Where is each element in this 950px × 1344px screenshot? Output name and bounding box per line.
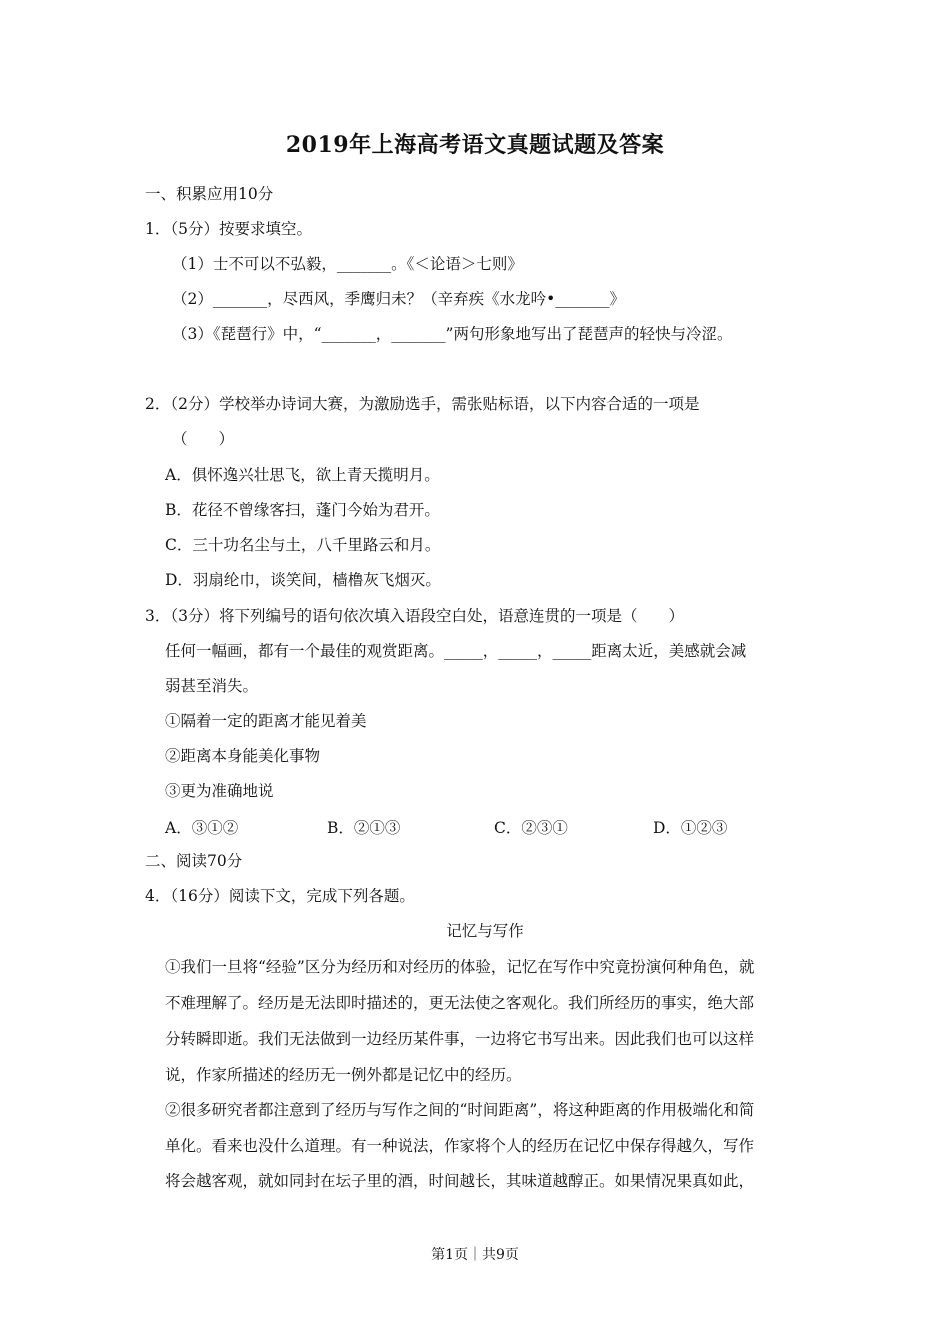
question-2-option: A．俱怀逸兴壮思飞，欲上青天揽明月。 [165,466,440,484]
question-3-option-c: C．②③① [494,819,568,837]
article-line: 单化。看来也没什么道理。有一种说法，作家将个人的经历在记忆中保存得越久，写作 [165,1137,755,1155]
article-title: 记忆与写作 [446,922,524,940]
section-heading: 二、阅读70分 [145,852,243,870]
article-line: ①我们一旦将“经验”区分为经历和对经历的体验，记忆在写作中究竟扮演何种角色，就 [165,958,755,976]
section-heading: 一、积累应用10分 [145,185,274,203]
article-line: 说，作家所描述的经历无一例外都是记忆中的经历。 [165,1066,522,1084]
question-2-stem: 2．（2分）学校举办诗词大赛，为激励选手，需张贴标语，以下内容合适的一项是 [145,395,700,413]
question-3-option-d: D．①②③ [653,819,728,837]
question-3-passage: 弱甚至消失。 [165,677,259,695]
question-3-sentence: ①隔着一定的距离才能见着美 [165,712,367,730]
question-3-stem: 3．（3分）将下列编号的语句依次填入语段空白处，语意连贯的一项是（ ） [145,607,684,625]
question-1-item: （2）_______，尽西风，季鹰归未？（辛弃疾《水龙吟•_______》 [172,290,626,308]
question-1-item: （1）士不可以不弘毅，_______。《＜论语＞七则》 [172,255,523,273]
question-3-sentence: ③更为准确地说 [165,782,274,800]
question-2-option: C．三十功名尘与土，八千里路云和月。 [165,536,441,554]
question-2-option: B．花径不曾缘客扫，蓬门今始为君开。 [165,501,440,519]
question-3-sentence: ②距离本身能美化事物 [165,747,321,765]
page-footer: 第1页｜共9页 [431,1247,519,1263]
question-3-passage: 任何一幅画，都有一个最佳的观赏距离。_____，_____，_____距离太近，美感就会减 [165,642,747,660]
question-2-paren: （ ） [172,430,235,448]
article-line: ②很多研究者都注意到了经历与写作之间的“时间距离”，将这种距离的作用极端化和简 [165,1101,755,1119]
question-3-option-a: A．③①② [165,819,239,837]
question-1-stem: 1．（5分）按要求填空。 [145,220,312,238]
question-2-option: D．羽扇纶巾，谈笑间，樯橹灰飞烟灭。 [165,571,441,589]
article-line: 不难理解了。经历是无法即时描述的，更无法使之客观化。我们所经历的事实，绝大部 [165,994,755,1012]
page-title: 2019年上海高考语文真题试题及答案 [285,132,665,158]
question-4-stem: 4．（16分）阅读下文，完成下列各题。 [145,887,415,905]
article-line: 将会越客观，就如同封在坛子里的酒，时间越长，其味道越醇正。如果情况果真如此， [165,1172,755,1190]
question-3-option-b: B．②①③ [327,819,401,837]
question-1-item: （3）《琵琶行》中，“_______，_______”两句形象地写出了琵琶声的轻快与冷涩。 [172,325,733,343]
article-line: 分转瞬即逝。我们无法做到一边经历某件事，一边将它书写出来。因此我们也可以这样 [165,1030,755,1048]
